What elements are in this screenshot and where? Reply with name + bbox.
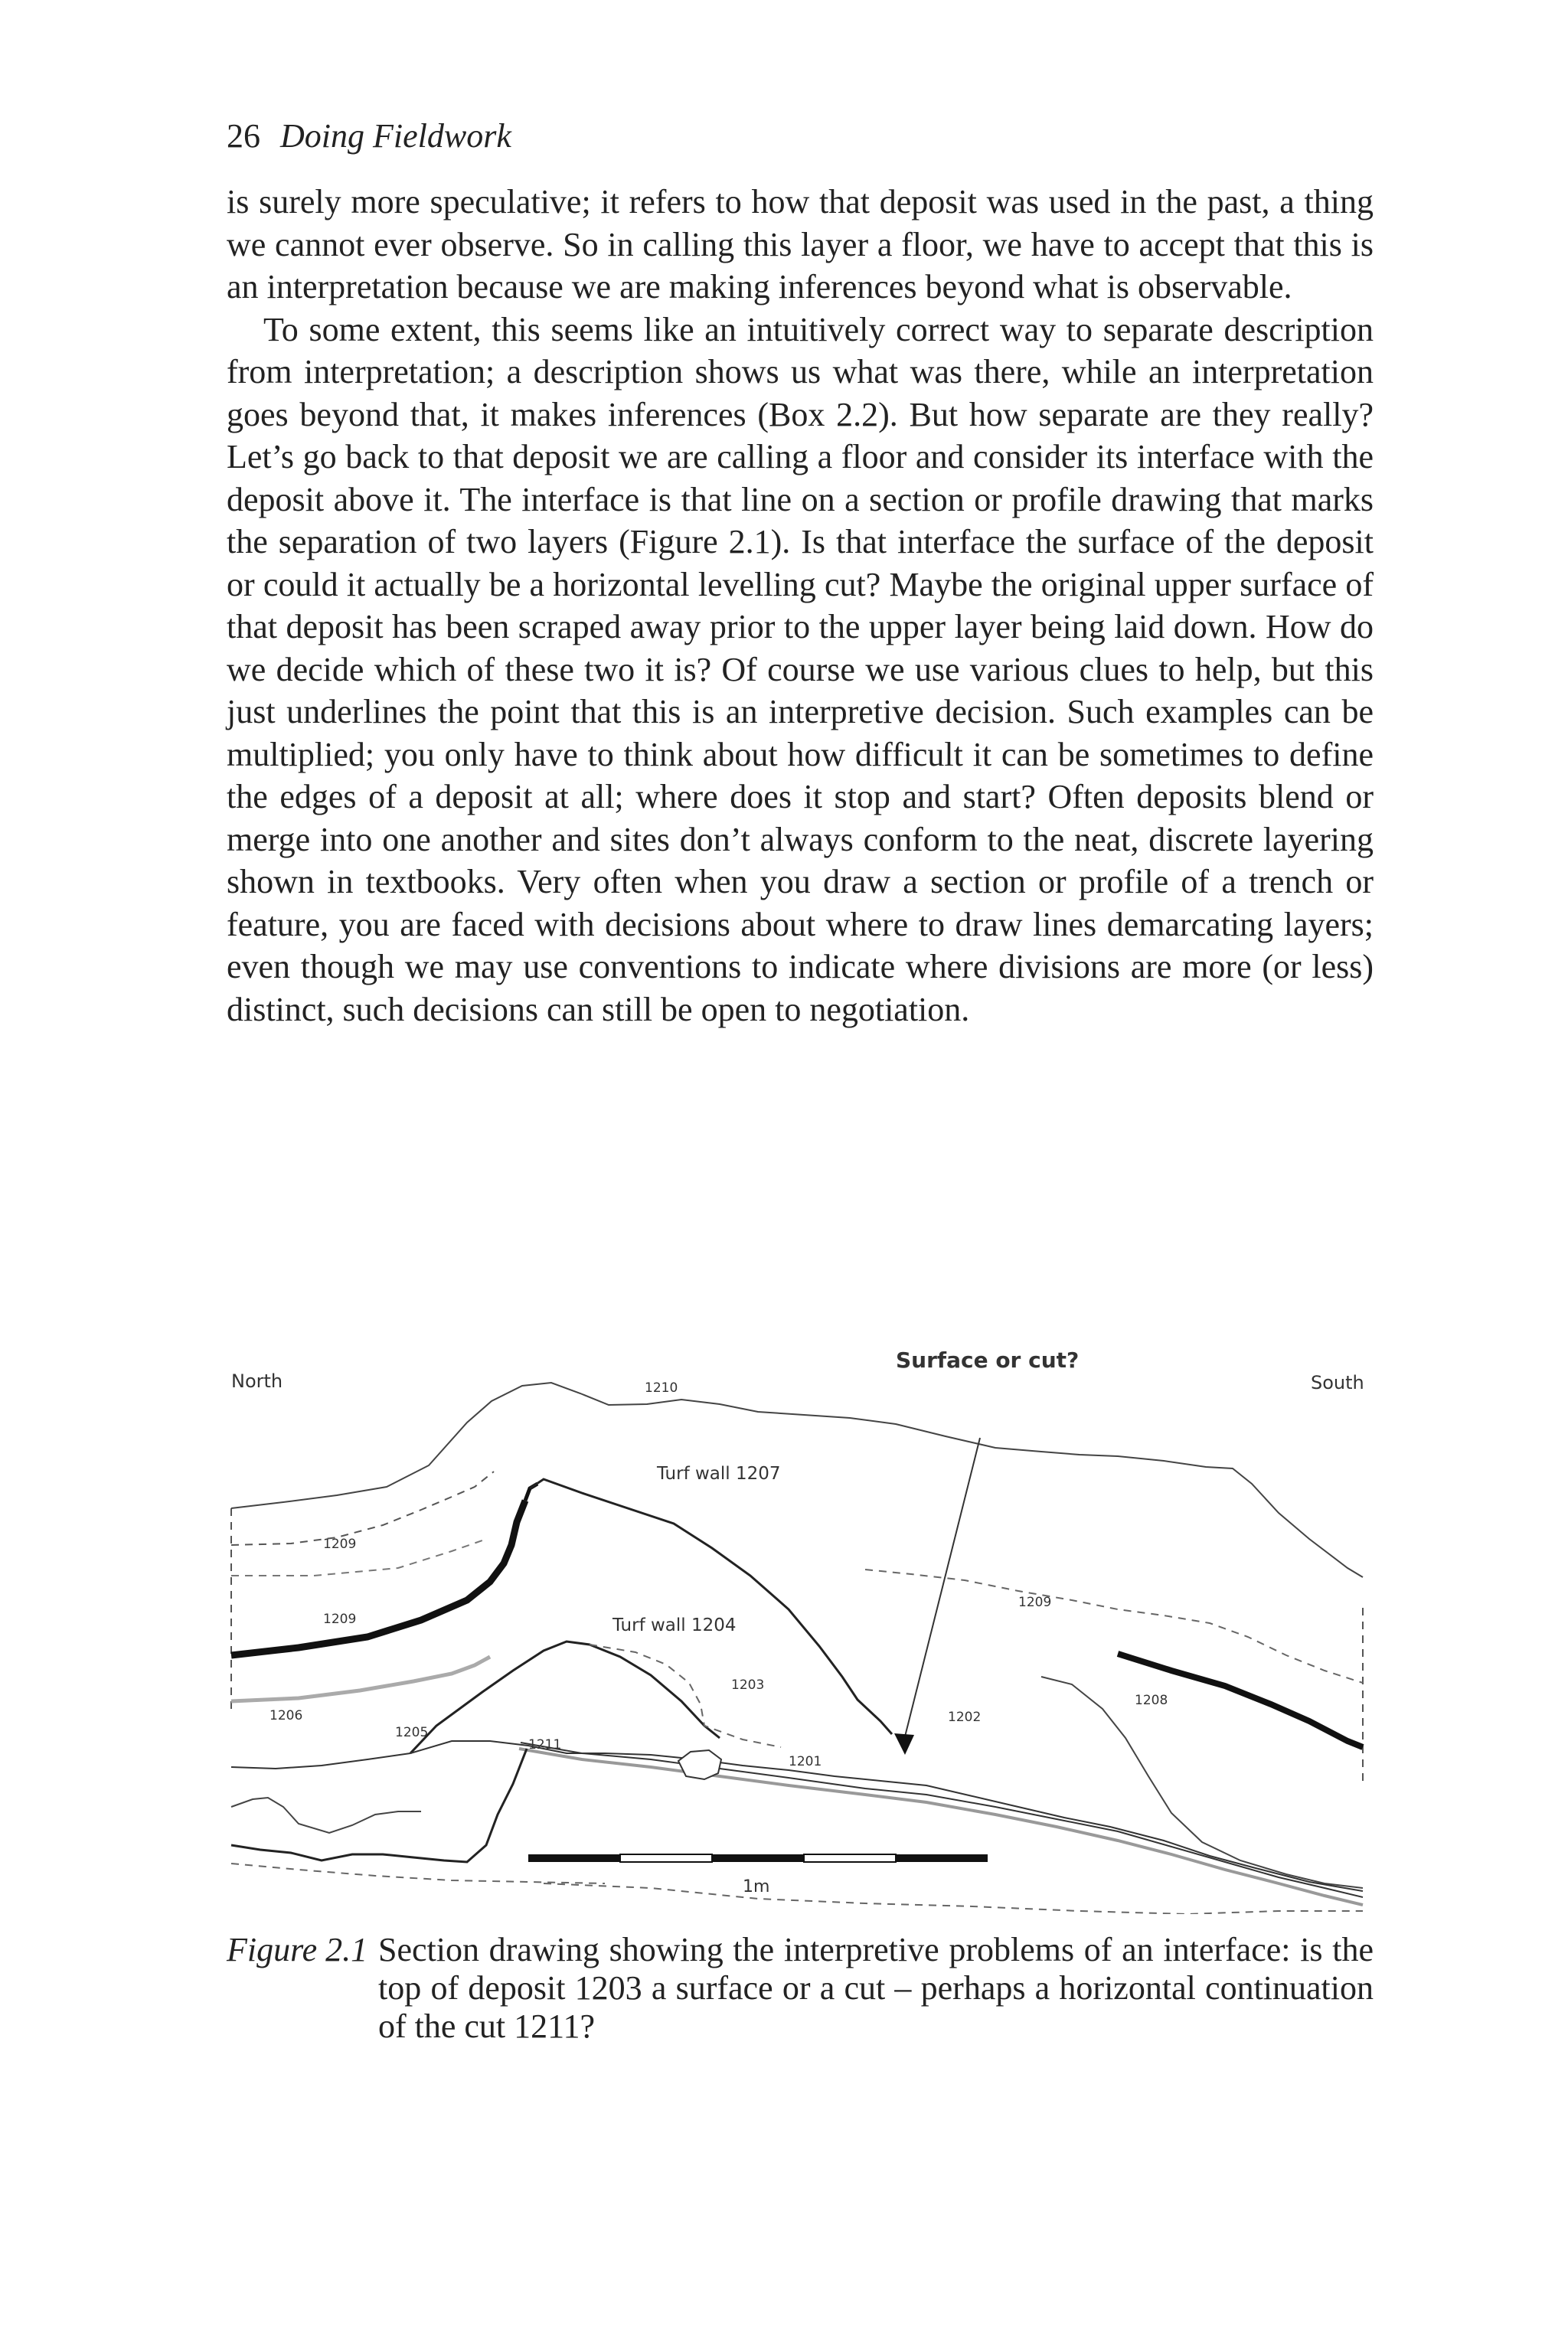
caption-label: Figure 2.1 <box>227 1931 368 1968</box>
paragraph: is surely more speculative; it refers to how that deposit was used in the past, a thing we cannot ever observe. So in calling this layer a floor, we have to accept that this is an interpretation because we are making inferences beyond what is observable. <box>227 183 1374 305</box>
body-text <box>227 181 1374 1031</box>
layer-1205-boundary <box>231 1749 527 1862</box>
dashed-interface-1209-left <box>231 1540 482 1576</box>
section-drawing-figure <box>222 1279 1370 1914</box>
dashed-interface-1201 <box>544 1883 1363 1914</box>
scale-bar-segment <box>528 1854 620 1862</box>
layer-label-1208: 1208 <box>1135 1693 1168 1708</box>
dashed-interface-1211 <box>231 1864 605 1883</box>
layer-label-1209: 1209 <box>1018 1595 1052 1610</box>
scale-bar-segment <box>620 1854 712 1862</box>
layer-label-turf-wall-1207: Turf wall 1207 <box>657 1464 781 1484</box>
turf-wall-1204-outline <box>410 1642 720 1753</box>
layer-1206-boundary <box>231 1798 421 1833</box>
layer-label-1209: 1209 <box>323 1612 357 1627</box>
ground-surface-line <box>231 1383 1363 1577</box>
scale-bar <box>528 1854 988 1862</box>
layer-label-1205: 1205 <box>395 1725 429 1740</box>
running-head <box>227 115 511 158</box>
scale-bar-segment <box>896 1854 988 1862</box>
layer-1202-grey <box>519 1749 1363 1905</box>
turf-wall-1204-dashed <box>590 1645 781 1747</box>
layer-label-turf-wall-1204: Turf wall 1204 <box>612 1615 737 1635</box>
layer-label-1209: 1209 <box>323 1537 357 1552</box>
layer-label-1203: 1203 <box>731 1677 765 1693</box>
stone-1203 <box>678 1750 721 1779</box>
scale-bar-segment <box>712 1854 804 1862</box>
direction-south-label: South <box>1311 1372 1364 1393</box>
callout-arrow-head <box>894 1733 914 1755</box>
figure-caption <box>227 1931 1374 2046</box>
book-title: Doing Fieldwork <box>280 117 511 155</box>
callout-label: Surface or cut? <box>896 1348 1080 1373</box>
dashed-interface-1209-right <box>865 1570 1363 1683</box>
paragraph: To some extent, this seems like an intuitively correct way to separate description from interpretation; a description shows us what was there, while an interpretation goes beyond that, it makes inferences (Box 2.2). But how separate are they really? Let’s go back to that deposit we are calling a floor and consider its interface with the deposit above it. The interface is that line on a section or profile drawing that marks the separation of two layers (Figure 2.1). Is that interface the surface of the deposit or could it actually be a horizontal levelling cut? Maybe the original upper surface of that deposit has been scraped away prior to the upper layer being laid down. How do we decide which of these two it is? Of course we use various clues to help, but this just underlines the point that this is an interpretive decision. Such examples can be multiplied; you only have to think about how difficult it can be sometimes to define the edges of a deposit at all; where does it stop and start? Often deposits blend or merge into one another and sites don’t always conform to the neat, discrete layering shown in textbooks. Very often when you draw a section or profile of a trench or feature, you are faced with decisions about where to draw lines demarcating layers; even though we may use conventions to indicate where divisions are more (or less) distinct, such decisions can still be open to negotiation. <box>227 310 1374 1028</box>
dark-layer-left <box>231 1501 525 1655</box>
grey-layer-left <box>231 1657 490 1701</box>
layer-label-1210: 1210 <box>645 1380 678 1396</box>
layer-label-1206: 1206 <box>270 1708 303 1723</box>
layer-label-1201: 1201 <box>789 1754 822 1769</box>
dashed-interface-1210 <box>231 1472 494 1545</box>
callout-arrow-line <box>905 1438 980 1736</box>
direction-north-label: North <box>231 1370 283 1392</box>
layer-1208-boundary <box>1041 1677 1363 1888</box>
page-number: 26 <box>227 117 260 155</box>
layer-label-1202: 1202 <box>948 1710 982 1725</box>
layer-label-1211: 1211 <box>528 1737 562 1753</box>
section-drawing <box>222 1279 1370 1914</box>
turf-wall-1207-outline <box>530 1479 892 1734</box>
caption-text: Section drawing showing the interpretive problems of an interface: is the top of deposit 1203 a surface or a cut – perhaps a horizontal continuation of the cut 1211? <box>378 1931 1374 2045</box>
scale-bar-segment <box>804 1854 896 1862</box>
scale-label: 1m <box>743 1877 770 1896</box>
